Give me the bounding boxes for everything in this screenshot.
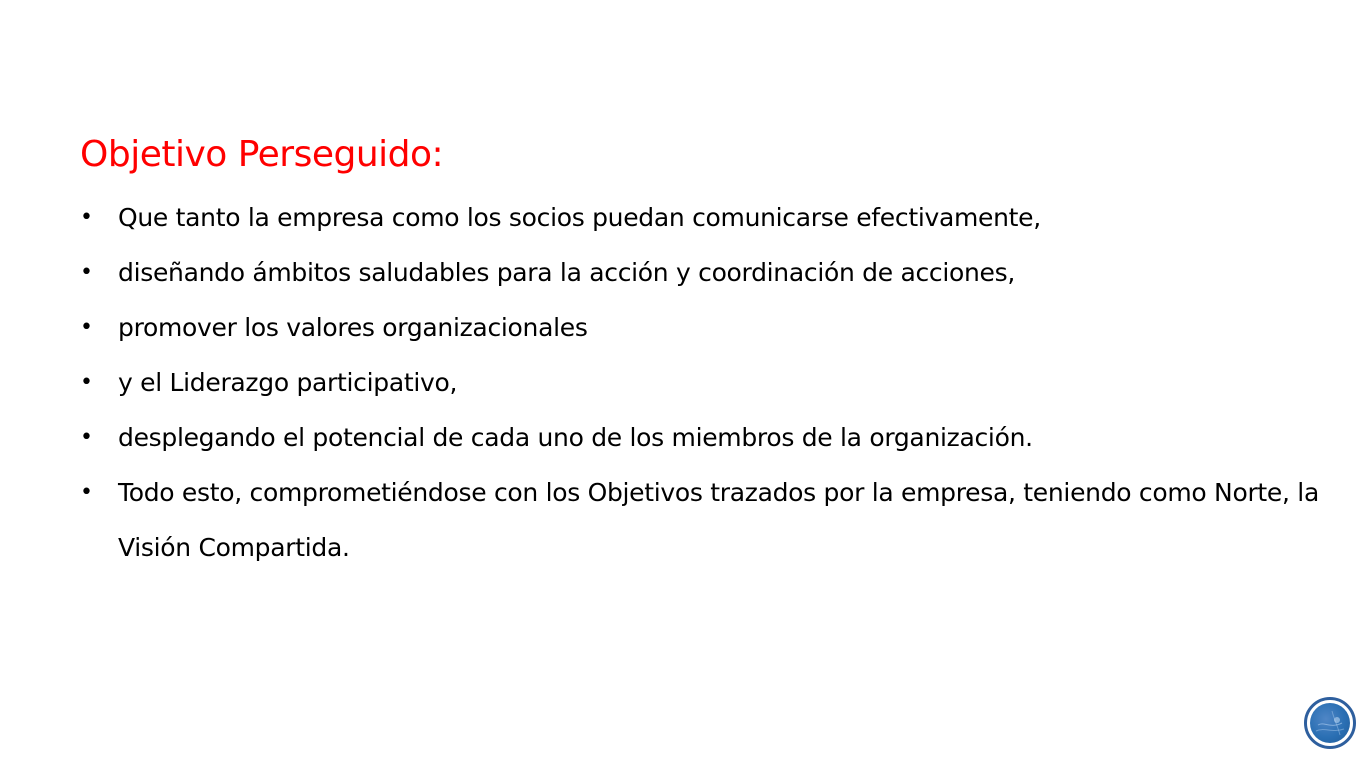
bullet-text: desplegando el potencial de cada uno de los miembros de la organización. [118,423,1033,452]
bullet-item [80,245,1360,300]
bullet-dot-icon: • [80,480,93,505]
slide-title: Objetivo Perseguido: [80,134,444,175]
bullet-item [80,410,1360,465]
bullet-text: Que tanto la empresa como los socios puedan comunicarse efectivamente, [118,203,1041,232]
globe-logo-icon [1304,697,1356,749]
bullet-dot-icon: • [80,260,93,285]
bullet-text: Todo esto, comprometiéndose con los Objetivos trazados por la empresa, teniendo como Norte, la Visión Compartida. [118,478,1319,562]
bullet-dot-icon: • [80,315,93,340]
bullet-text: promover los valores organizacionales [118,313,588,342]
bullet-text: y el Liderazgo participativo, [118,368,458,397]
globe-lines-icon [1310,703,1350,743]
bullet-item [80,465,1360,575]
bullet-dot-icon: • [80,205,93,230]
bullet-list [80,190,1360,575]
bullet-item [80,190,1360,245]
bullet-dot-icon: • [80,370,93,395]
bullet-item [80,300,1360,355]
bullet-dot-icon: • [80,425,93,450]
bullet-item [80,355,1360,410]
bullet-text: diseñando ámbitos saludables para la acción y coordinación de acciones, [118,258,1015,287]
